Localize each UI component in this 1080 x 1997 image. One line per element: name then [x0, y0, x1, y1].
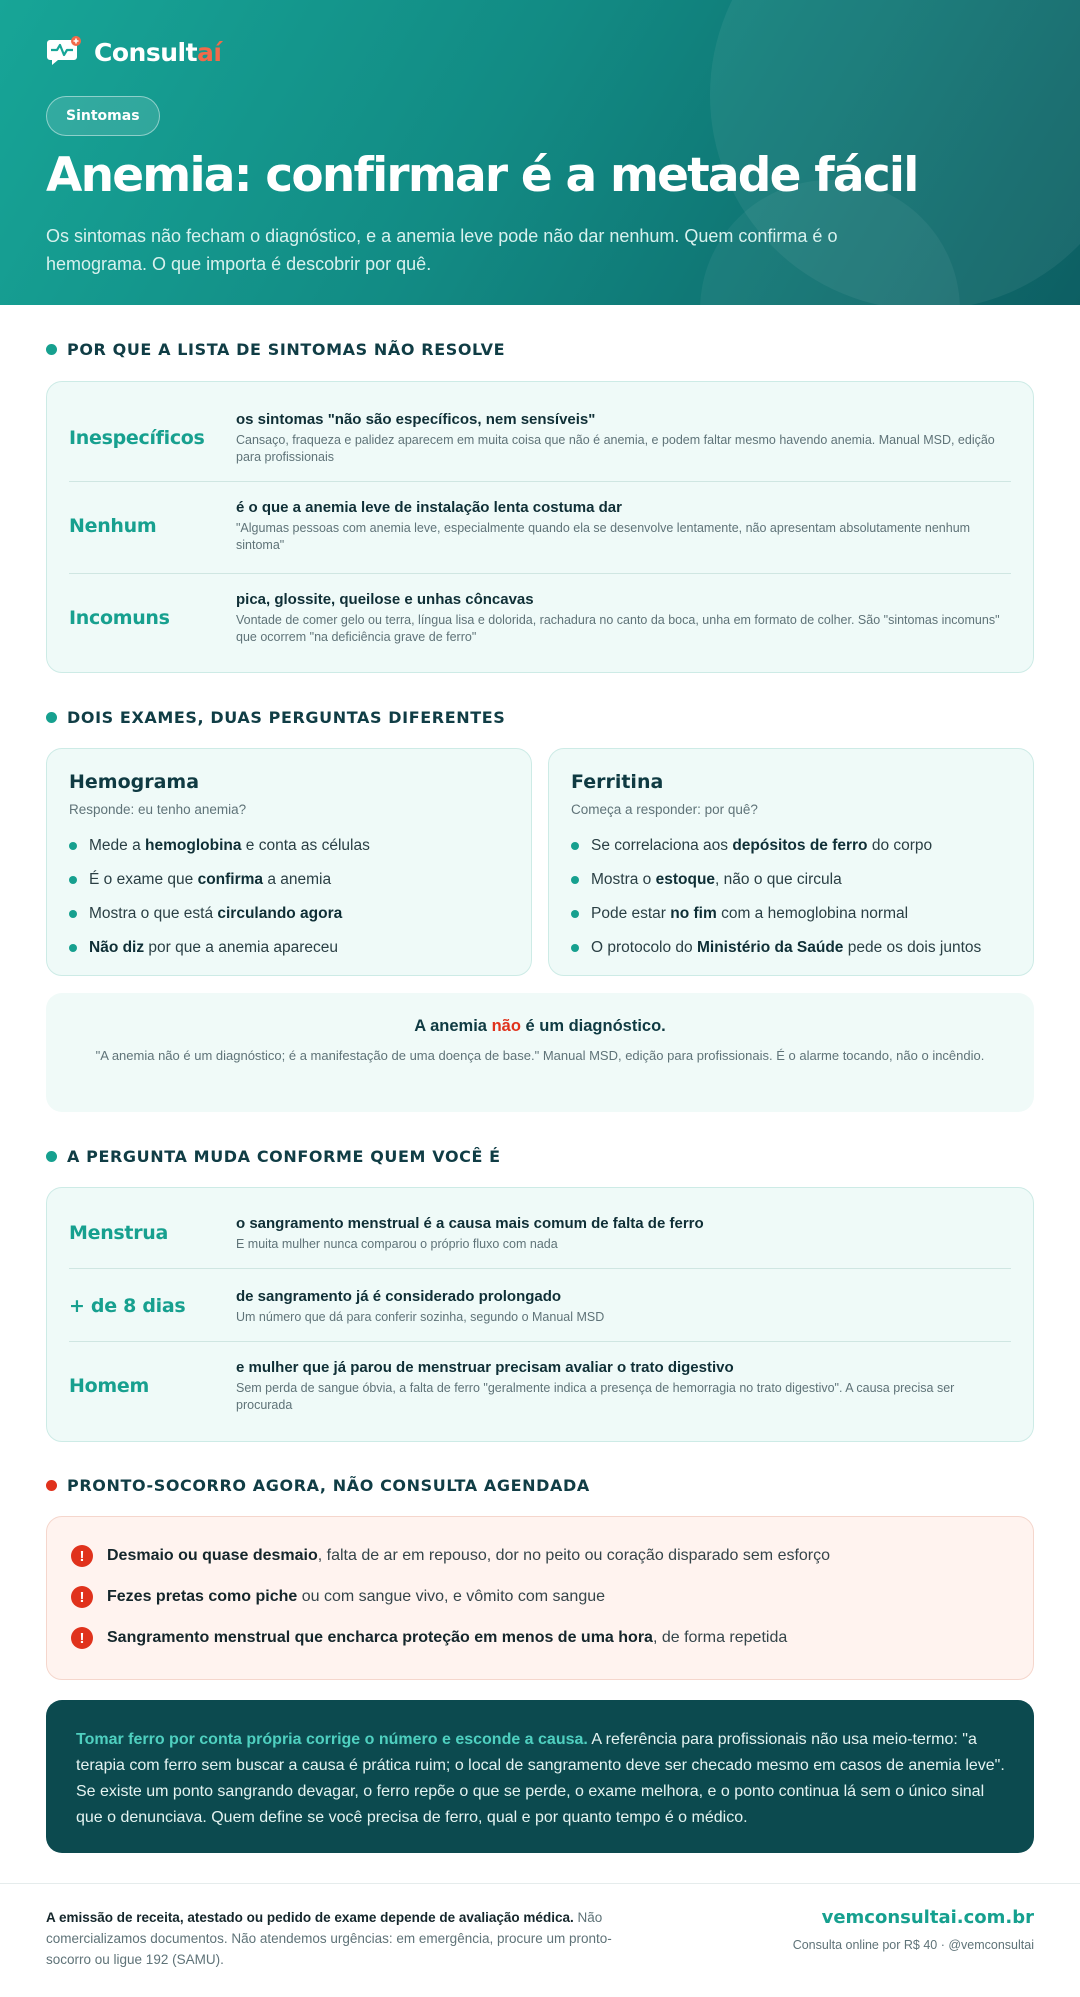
card-hemograma: [46, 748, 532, 976]
row-title: pica, glossite, queilose e unhas côncavas: [236, 591, 534, 608]
card-ferritina: [548, 748, 1034, 976]
row-detail: "Algumas pessoas com anemia leve, especialmente quando ela se desenvolve lentamente, não apresentam absolutamente nenhum sintoma": [236, 521, 971, 552]
divider: [69, 573, 1011, 574]
quote-box: [46, 993, 1034, 1112]
who-row: [69, 1281, 1011, 1331]
closing-text: Tomar ferro por conta própria corrige o número e esconde a causa. A referência para profissionais não usa meio-termo: "a terapia com ferro sem buscar a causa é prática ruim; o local de sangramento deve ser checado mesmo em casos de anemia leve". Se existe um ponto sangrando devagar, o ferro repõe o que se perde, o exame melhora, e o ponto continua lá sem o único sinal que o denunciava. Quem define se você precisa de ferro, qual e por quanto tempo é o médico.: [76, 1731, 1005, 1826]
who-row: [69, 1208, 1011, 1258]
row-title: de sangramento já é considerado prolongado: [236, 1287, 562, 1305]
exclamation-icon: !: [71, 1627, 93, 1649]
list-item: Se correlaciona aos depósitos de ferro do corpo: [571, 829, 981, 863]
quote-heading: A anemia não é um diagnóstico.: [414, 1017, 666, 1035]
list-item: É o exame que confirma a anemia: [69, 863, 370, 897]
row-title: os sintomas "não são específicos, nem sensíveis": [236, 411, 596, 428]
list-item: Não diz por que a anemia apareceu: [69, 931, 370, 965]
brand-name: Consultaí: [94, 37, 222, 67]
row-key: Incomuns: [69, 607, 170, 629]
row-key: + de 8 dias: [69, 1295, 186, 1317]
page-title: Anemia: confirmar é a metade fácil: [46, 148, 918, 203]
bullet-dot-icon: [46, 712, 57, 723]
symptom-row: [69, 494, 1011, 558]
category-tag[interactable]: Sintomas: [46, 96, 160, 136]
card-subtitle: Responde: eu tenho anemia?: [69, 802, 247, 817]
row-key: Homem: [69, 1375, 149, 1397]
row-detail: Sem perda de sangue óbvia, a falta de ferro "geralmente indica a presença de hemorragia no trato digestivo". A causa precisa ser procurada: [236, 1381, 955, 1412]
footer-note: Consulta online por R$ 40 · @vemconsultai: [792, 1938, 1034, 1952]
hero-header: [0, 0, 1080, 305]
bullet-dot-icon: [46, 344, 57, 355]
divider: [69, 481, 1011, 482]
who-panel: [46, 1187, 1034, 1442]
footer-divider: [0, 1883, 1080, 1884]
list-item: Pode estar no fim com a hemoglobina normal: [571, 897, 981, 931]
page-subtitle: Os sintomas não fecham o diagnóstico, e a anemia leve pode não dar nenhum. Quem confirma é o hemograma. O que importa é descobrir por quê.: [46, 226, 838, 274]
row-key: Menstrua: [69, 1222, 169, 1244]
card-title: Hemograma: [69, 771, 200, 793]
row-key: Nenhum: [69, 515, 157, 537]
exclamation-icon: !: [71, 1586, 93, 1608]
quote-text: "A anemia não é um diagnóstico; é a manifestação de uma doença de base." Manual MSD, edição para profissionais. É o alarme tocando, não o incêndio.: [95, 1048, 985, 1063]
card-list: [69, 829, 370, 965]
card-list: [571, 829, 981, 965]
section-heading-who: A PERGUNTA MUDA CONFORME QUEM VOCÊ É: [46, 1147, 501, 1166]
symptoms-panel: [46, 381, 1034, 673]
list-item: O protocolo do Ministério da Saúde pede os dois juntos: [571, 931, 981, 965]
footer-site-link[interactable]: vemconsultai.com.br: [821, 1907, 1034, 1928]
row-title: é o que a anemia leve de instalação lenta costuma dar: [236, 499, 622, 516]
card-subtitle: Começa a responder: por quê?: [571, 802, 758, 817]
list-item: Mostra o estoque, não o que circula: [571, 863, 981, 897]
row-detail: E muita mulher nunca comparou o próprio fluxo com nada: [236, 1236, 558, 1251]
row-title: e mulher que já parou de menstruar precisam avaliar o trato digestivo: [236, 1359, 734, 1376]
symptom-row: [69, 406, 1011, 470]
symptom-row: [69, 586, 1011, 650]
divider: [69, 1341, 1011, 1342]
list-item: Mede a hemoglobina e conta as células: [69, 829, 370, 863]
chat-heartbeat-icon: [46, 36, 82, 68]
bullet-dot-icon: [46, 1151, 57, 1162]
alert-item: ! Fezes pretas como piche ou com sangue vivo, e vômito com sangue: [71, 1586, 605, 1608]
footer-disclaimer: A emissão de receita, atestado ou pedido de exame depende de avaliação médica. Não comercializamos documentos. Não atendemos urgências: em emergência, procure um pronto-socorro ou ligue 192 (SAMU).: [46, 1910, 612, 1967]
row-key: Inespecíficos: [69, 427, 205, 449]
row-detail: Um número que dá para conferir sozinha, segundo o Manual MSD: [236, 1309, 605, 1324]
bullet-dot-icon: [46, 1480, 57, 1491]
alert-item: ! Sangramento menstrual que encharca proteção em menos de uma hora, de forma repetida: [71, 1627, 787, 1649]
who-row: [69, 1354, 1011, 1418]
row-title: o sangramento menstrual é a causa mais comum de falta de ferro: [236, 1214, 704, 1232]
closing-callout: [46, 1700, 1034, 1853]
brand-logo[interactable]: [46, 36, 221, 68]
row-detail: Cansaço, fraqueza e palidez aparecem em muita coisa que não é anemia, e podem faltar mesmo havendo anemia. Manual MSD, edição para profissionais: [236, 433, 995, 464]
emergency-panel: [46, 1516, 1034, 1680]
alert-item: ! Desmaio ou quase desmaio, falta de ar em repouso, dor no peito ou coração disparado sem esforço: [71, 1545, 830, 1567]
section-heading-emergency: PRONTO-SOCORRO AGORA, NÃO CONSULTA AGENDADA: [46, 1476, 590, 1495]
exclamation-icon: !: [71, 1545, 93, 1567]
divider: [69, 1268, 1011, 1269]
row-detail: Vontade de comer gelo ou terra, língua lisa e dolorida, rachadura no canto da boca, unha em formato de colher. São "sintomas incomuns" que ocorrem "na deficiência grave de ferro": [236, 613, 1000, 644]
section-heading-exams: DOIS EXAMES, DUAS PERGUNTAS DIFERENTES: [46, 708, 505, 727]
card-title: Ferritina: [571, 771, 664, 793]
list-item: Mostra o que está circulando agora: [69, 897, 370, 931]
section-heading-symptoms: POR QUE A LISTA DE SINTOMAS NÃO RESOLVE: [46, 340, 505, 359]
